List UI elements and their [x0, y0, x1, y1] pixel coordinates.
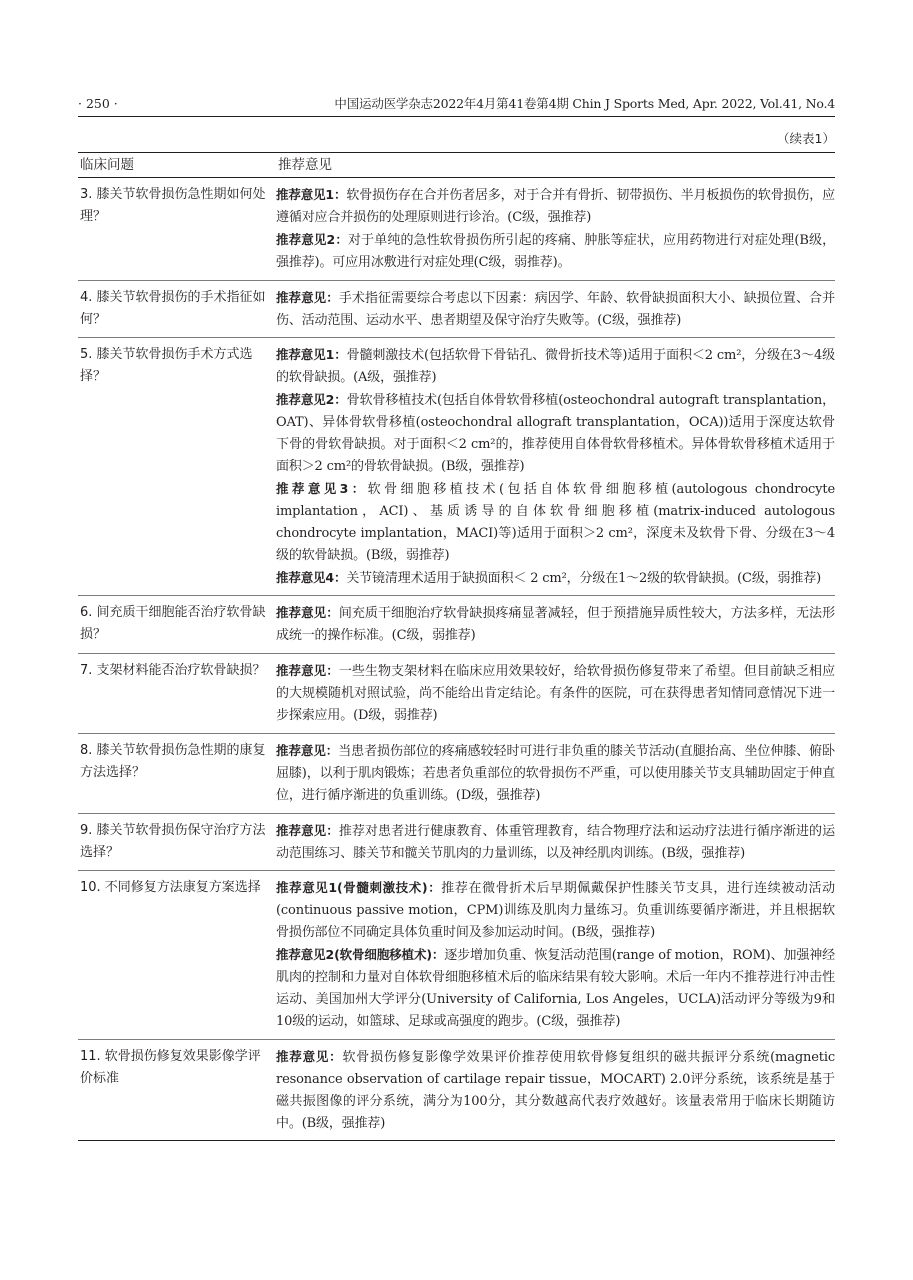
table-row: [78, 871, 835, 1039]
recommendation-label: 推荐意见2(软骨细胞移植术)：: [276, 947, 445, 963]
recommendation-text: 软骨损伤修复影像学效果评价推荐使用软骨修复组织的磁共振评分系统(magnetic resonance observation of cartilage repair tissue，MOCART) 2.0评分系统，该系统是基于磁共振图像的评分系统，满分为100分，其分数越高代表疗效越好。该量表常用于临床长期随访中。(B级，强推荐): [276, 1049, 835, 1131]
recommendation-cell: [276, 280, 835, 338]
recommendation-label: 推荐意见：: [276, 1048, 343, 1064]
clinical-question: 8. 膝关节软骨损伤急性期的康复方法选择？: [78, 733, 276, 813]
recommendation-item: [276, 184, 835, 229]
table-row: [78, 178, 835, 281]
clinical-question: 3. 膝关节软骨损伤急性期如何处理？: [78, 178, 276, 281]
recommendation-item: [276, 1046, 835, 1135]
recommendation-text: 推荐在微骨折术后早期佩戴保护性膝关节支具，进行连续被动活动(continuous passive motion，CPM)训练及肌肉力量练习。负重训练要循序渐进，并且根据软骨损伤部位不同确定具体负重时间及参加运动时间。(B级，强推荐): [276, 881, 835, 941]
recommendation-text: 手术指征需要综合考虑以下因素：病因学、年龄、软骨缺损面积大小、缺损位置、合并伤、活动范围、运动水平、患者期望及保守治疗失败等。(C级，强推荐): [276, 290, 835, 328]
recommendation-cell: [276, 596, 835, 654]
recommendation-text: 一些生物支架材料在临床应用效果较好，给软骨损伤修复带来了希望。但目前缺乏相应的大规模随机对照试验，尚不能给出肯定结论。有条件的医院，可在获得患者知情同意情况下进一步探索应用。(D级，弱推荐): [276, 664, 835, 724]
clinical-question: 11. 软骨损伤修复效果影像学评价标准: [80, 1048, 261, 1086]
recommendation-label: 推荐意见1(骨髓刺激技术)：: [276, 880, 442, 896]
recommendation-item: [276, 660, 835, 727]
recommendation-item: [276, 740, 835, 807]
column-header-question: 临床问题: [78, 153, 276, 178]
recommendation-item: [276, 602, 835, 647]
page-number: · 250 ·: [78, 96, 118, 111]
recommendation-text: 软骨细胞移植技术(包括自体软骨细胞移植(autologous chondrocyte implantation，ACI)、基质诱导的自体软骨细胞移植(matrix-induced autologous chondrocyte implantation，MACI)等)适用于面积＞2 cm²，深度未及软骨下骨、分级在3～4级的软骨缺损。(B级，弱推荐): [276, 481, 835, 563]
clinical-question: 5. 膝关节软骨损伤手术方式选择？: [78, 338, 276, 596]
table-row: [78, 733, 835, 813]
recommendation-table: [78, 152, 835, 1141]
recommendation-cell: [276, 338, 835, 596]
clinical-question: 6. 间充质干细胞能否治疗软骨缺损？: [78, 596, 276, 654]
table-row: [78, 1039, 835, 1141]
recommendation-text: 骨软骨移植技术(包括自体骨软骨移植(osteochondral autograft transplantation，OAT)、异体骨软骨移植(osteochondral allograft transplantation，OCA))适用于深度达软骨下骨的骨软骨缺损。对于面积＜2 cm²的，推荐使用自体骨软骨移植术。异体骨软骨移植术适用于面积＞2 cm²的骨软骨缺损。(B级，强推荐): [276, 393, 835, 474]
table-header-row: [78, 153, 835, 178]
table-continued-label: （续表1）: [777, 131, 835, 146]
journal-citation: 中国运动医学杂志2022年4月第41卷第4期 Chin J Sports Med, Apr. 2022, Vol.41, No.4: [334, 96, 835, 111]
table-row: [78, 813, 835, 871]
recommendation-item: [276, 567, 835, 590]
recommendation-cell: [276, 178, 835, 281]
table-row: [78, 280, 835, 338]
recommendation-cell: [276, 871, 835, 1039]
recommendation-label: 推荐意见：: [276, 822, 339, 838]
recommendation-label: 推荐意见4：: [276, 569, 347, 585]
recommendation-item: [276, 944, 835, 1033]
table-body: [78, 178, 835, 1141]
recommendation-cell: [276, 654, 835, 734]
recommendation-text: 逐步增加负重、恢复活动范围(range of motion，ROM)、加强神经肌肉的控制和力量对自体软骨细胞移植术后的临床结果有较大影响。术后一年内不推荐进行冲击性运动、美国加州大学评分(University of California, Los Angeles，UCLA)活动评分等级为9和10级的运动，如篮球、足球或高强度的跑步。(C级，强推荐): [276, 948, 835, 1029]
recommendation-item: [276, 389, 835, 478]
table-row: [78, 338, 835, 596]
recommendation-label: 推荐意见1：: [276, 347, 347, 363]
recommendation-text: 骨髓刺激技术(包括软骨下骨钻孔、微骨折技术等)适用于面积＜2 cm²，分级在3～4级的软骨缺损。(A级，强推荐): [276, 348, 835, 386]
recommendation-text: 对于单纯的急性软骨损伤所引起的疼痛、肿胀等症状，应用药物进行对症处理(B级，强推荐)。可应用冰敷进行对症处理(C级，弱推荐)。: [276, 232, 835, 270]
column-header-recommendation: 推荐意见: [276, 153, 835, 178]
recommendation-text: 软骨损伤存在合并伤者居多，对于合并有骨折、韧带损伤、半月板损伤的软骨损伤，应遵循对应合并损伤的处理原则进行诊治。(C级，强推荐): [276, 188, 835, 225]
clinical-question: 4. 膝关节软骨损伤的手术指征如何？: [78, 280, 276, 338]
clinical-question: 9. 膝关节软骨损伤保守治疗方法选择？: [78, 813, 276, 871]
recommendation-label: 推荐意见：: [276, 289, 339, 305]
recommendation-cell: [276, 733, 835, 813]
recommendation-label: 推荐意见2：: [276, 231, 348, 247]
table-row: [78, 654, 835, 734]
recommendation-label: 推荐意见2：: [276, 392, 347, 408]
recommendation-label: 推荐意见1：: [276, 187, 347, 202]
recommendation-item: [276, 229, 835, 274]
recommendation-text: 间充质干细胞治疗软骨缺损疼痛显著减轻，但于预措施异质性较大，方法多样，无法形成统一的操作标准。(C级，弱推荐): [276, 606, 835, 644]
recommendation-item: [276, 820, 835, 865]
recommendation-label: 推荐意见：: [276, 605, 339, 621]
recommendation-cell: [276, 813, 835, 871]
recommendation-item: [276, 287, 835, 332]
clinical-question: 7. 支架材料能否治疗软骨缺损？: [78, 654, 276, 734]
recommendation-label: 推荐意见：: [276, 742, 339, 758]
recommendation-text: 推荐对患者进行健康教育、体重管理教育，结合物理疗法和运动疗法进行循序渐进的运动范围练习、膝关节和髋关节肌肉的力量训练，以及神经肌肉训练。(B级，强推荐): [276, 823, 835, 861]
recommendation-cell: [276, 1039, 835, 1141]
recommendation-label: 推荐意见3：: [276, 480, 368, 496]
running-header: [78, 94, 835, 117]
recommendation-text: 关节镜清理术适用于缺损面积＜ 2 cm²，分级在1～2级的软骨缺损。(C级，弱推荐): [346, 570, 822, 586]
table-row: [78, 596, 835, 654]
recommendation-label: 推荐意见：: [276, 663, 339, 679]
clinical-question: 10. 不同修复方法康复方案选择: [78, 871, 276, 1039]
recommendation-item: [276, 344, 835, 389]
recommendation-item: [276, 877, 835, 944]
recommendation-item: [276, 478, 835, 567]
recommendation-text: 当患者损伤部位的疼痛感较轻时可进行非负重的膝关节活动(直腿抬高、坐位伸膝、俯卧屈膝)，以利于肌肉锻炼；若患者负重部位的软骨损伤不严重，可以使用膝关节支具辅助固定于伸直位，进行循序渐进的负重训练。(D级，强推荐): [276, 743, 835, 803]
